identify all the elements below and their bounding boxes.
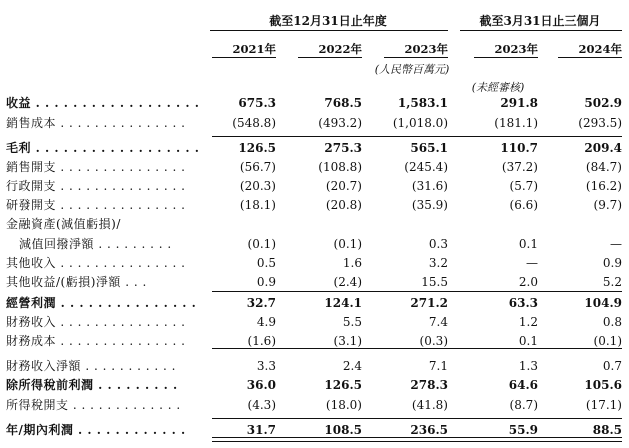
table-row: [0, 313, 629, 332]
row-value: 3.3: [256, 359, 276, 373]
row-value: (37.2): [501, 160, 538, 174]
row-value: (293.5): [578, 116, 622, 130]
table-row: [0, 196, 629, 215]
row-value: (2.4): [333, 275, 362, 289]
table-row: [0, 139, 629, 158]
row-value: 209.4: [584, 141, 622, 155]
rule-after-finance-cost: [212, 348, 622, 349]
table-row: [0, 254, 629, 273]
row-value: (3.1): [333, 334, 362, 348]
row-label: 研發開支 . . . . . . . . . . . . . . .: [6, 198, 186, 212]
row-value: 768.5: [324, 96, 362, 110]
row-value: 2.0: [518, 275, 538, 289]
group-header-annual: 截至12月31日止年度: [269, 14, 387, 28]
row-value: 64.6: [508, 378, 538, 392]
row-value: 1,583.1: [397, 96, 448, 110]
row-value: (548.8): [232, 116, 276, 130]
year-underline-2024-q: [558, 57, 622, 58]
row-value: 271.2: [410, 296, 448, 310]
row-value: 32.7: [246, 296, 276, 310]
row-label: 收益 . . . . . . . . . . . . . . . . . .: [6, 96, 200, 110]
row-value: 88.5: [592, 423, 622, 437]
group-header-quarter: 截至3月31日止三個月: [479, 14, 601, 28]
row-value: 291.8: [500, 96, 538, 110]
row-value: (4.3): [247, 398, 276, 412]
table-row: [0, 396, 629, 415]
row-value: 104.9: [584, 296, 622, 310]
row-value: 0.8: [602, 315, 622, 329]
row-label: 財務收入 . . . . . . . . . . . . . . .: [6, 315, 186, 329]
row-value: 108.5: [324, 423, 362, 437]
table-row: [0, 294, 629, 313]
row-value: 126.5: [324, 378, 362, 392]
rule-after-cost-of-sales: [212, 136, 622, 137]
row-value: (8.7): [509, 398, 538, 412]
row-value: 0.1: [518, 334, 538, 348]
row-value: (35.9): [411, 198, 448, 212]
row-value: 3.2: [428, 256, 448, 270]
unit-note: (人民幣百萬元): [374, 63, 450, 76]
row-value: 63.3: [508, 296, 538, 310]
row-value: 0.9: [256, 275, 276, 289]
row-value: 124.1: [324, 296, 362, 310]
row-value: 110.7: [500, 141, 538, 155]
table-row: [0, 158, 629, 177]
row-value: (1.6): [247, 334, 276, 348]
row-value: 275.3: [324, 141, 362, 155]
row-label: 銷售開支 . . . . . . . . . . . . . . .: [6, 160, 186, 174]
row-label: 除所得稅前利潤 . . . . . . . . .: [6, 378, 178, 392]
row-value: (6.6): [509, 198, 538, 212]
row-value: 0.5: [256, 256, 276, 270]
row-label: 金融資產(減值虧損)/: [6, 217, 121, 231]
row-value: (1,018.0): [392, 116, 448, 130]
table-row: [0, 215, 629, 234]
row-value: 7.4: [428, 315, 448, 329]
row-value: (16.2): [585, 179, 622, 193]
row-label: 經營利潤 . . . . . . . . . . . . . . .: [6, 296, 197, 310]
table-row: [0, 376, 629, 395]
table-row: [0, 273, 629, 292]
row-label: 銷售成本 . . . . . . . . . . . . . . .: [6, 116, 186, 130]
row-value: (84.7): [585, 160, 622, 174]
year-header-2022: 2022年: [318, 42, 362, 56]
row-label: 財務收入淨額 . . . . . . . . . . .: [6, 359, 176, 373]
row-value: 7.1: [428, 359, 448, 373]
row-label: 年/期內利潤 . . . . . . . . . . . .: [6, 423, 186, 437]
row-value: (20.7): [325, 179, 362, 193]
table-row: [0, 177, 629, 196]
row-value: 15.5: [421, 275, 448, 289]
row-value: (0.1): [247, 237, 276, 251]
row-value: 1.2: [518, 315, 538, 329]
row-value: 0.3: [428, 237, 448, 251]
year-underline-2022: [298, 57, 362, 58]
row-label: 其他收入 . . . . . . . . . . . . . . .: [6, 256, 186, 270]
row-value: 55.9: [508, 423, 538, 437]
row-value: 0.7: [602, 359, 622, 373]
row-value: 1.3: [518, 359, 538, 373]
row-value: (493.2): [318, 116, 362, 130]
year-underline-2023-q: [474, 57, 538, 58]
row-value: 278.3: [410, 378, 448, 392]
row-label: 所得稅開支 . . . . . . . . . . . . .: [6, 398, 181, 412]
row-value: 236.5: [410, 423, 448, 437]
row-value: 4.9: [256, 315, 276, 329]
rule-after-income-tax: [212, 418, 622, 419]
row-value: 0.1: [518, 237, 538, 251]
row-value: (5.7): [509, 179, 538, 193]
table-row: [0, 357, 629, 376]
row-value: 126.5: [238, 141, 276, 155]
row-label: 減值回撥淨額 . . . . . . . . .: [19, 237, 172, 251]
row-value: (31.6): [411, 179, 448, 193]
row-value: (20.3): [239, 179, 276, 193]
row-value: (9.7): [593, 198, 622, 212]
double-rule-total: [212, 437, 622, 442]
row-value: (20.8): [325, 198, 362, 212]
row-value: —: [526, 256, 538, 270]
row-value: (17.1): [585, 398, 622, 412]
row-value: (0.3): [419, 334, 448, 348]
row-value: (108.8): [318, 160, 362, 174]
table-row: [0, 235, 629, 254]
row-label: 毛利 . . . . . . . . . . . . . . . . . .: [6, 141, 200, 155]
row-label: 行政開支 . . . . . . . . . . . . . . .: [6, 179, 186, 193]
row-value: (181.1): [494, 116, 538, 130]
year-header-2023: 2023年: [404, 42, 448, 56]
row-value: (245.4): [404, 160, 448, 174]
table-row: [0, 114, 629, 133]
row-value: 565.1: [410, 141, 448, 155]
row-label: 財務成本 . . . . . . . . . . . . . . .: [6, 334, 186, 348]
row-value: (0.1): [593, 334, 622, 348]
row-value: 105.6: [584, 378, 622, 392]
row-value: 675.3: [238, 96, 276, 110]
unaudited-note: (未經審核): [471, 81, 525, 94]
row-value: 36.0: [246, 378, 276, 392]
year-header-2023-q: 2023年: [494, 42, 538, 56]
group-underline-quarter: [460, 30, 622, 31]
row-value: 31.7: [246, 423, 276, 437]
row-value: 502.9: [584, 96, 622, 110]
row-value: (18.0): [325, 398, 362, 412]
row-value: (56.7): [239, 160, 276, 174]
row-value: 5.2: [602, 275, 622, 289]
row-value: 0.9: [602, 256, 622, 270]
group-underline-annual: [210, 30, 448, 31]
row-value: —: [610, 237, 622, 251]
year-underline-2021: [212, 57, 276, 58]
row-value: (0.1): [333, 237, 362, 251]
row-value: 2.4: [342, 359, 362, 373]
row-value: (41.8): [411, 398, 448, 412]
year-underline-2023: [384, 57, 448, 58]
table-row: [0, 94, 629, 113]
row-value: 1.6: [342, 256, 362, 270]
row-label: 其他收益/(虧損)淨額 . . .: [6, 275, 147, 289]
row-value: (18.1): [239, 198, 276, 212]
year-header-2021: 2021年: [232, 42, 276, 56]
year-header-2024-q: 2024年: [578, 42, 622, 56]
rule-after-other-gains: [212, 291, 622, 292]
row-value: 5.5: [342, 315, 362, 329]
